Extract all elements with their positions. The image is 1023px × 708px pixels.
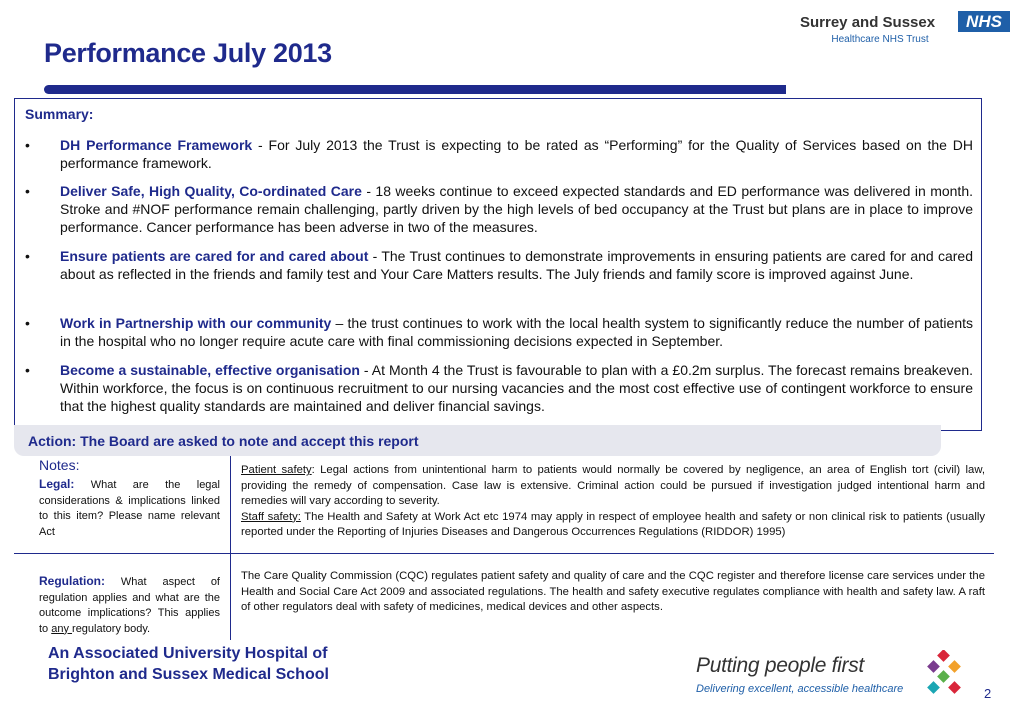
regulation-text: What aspect of regulation applies and what are the outcome implications? This applies to (39, 576, 220, 635)
footer-affiliation (48, 643, 329, 685)
notes-divider-vertical (230, 456, 231, 640)
staff-safety-text: The Health and Safety at Work Act etc 1974 may apply in respect of employee health and safety or non clinical risk to patients (usually reported under the Reporting of Injuries Diseases and Dangerous Occurrences Regulations (RIDDOR) 1995) (241, 510, 985, 538)
legal-note (39, 477, 220, 540)
diamond-red-2 (948, 681, 961, 694)
bullet-icon: • (25, 137, 30, 153)
bullet-icon: • (25, 315, 30, 331)
bullet-text: - For July 2013 the Trust is expecting to be rated as “Performing” for the Quality of Services based on the DH performance framework. (60, 137, 973, 171)
patient-safety-text: : Legal actions from unintentional harm to patients would normally be covered by negligence, an area of English tort (civil) law, providing the remedy of compensation. Case law is extensive. Criminal action could be pursued if investigation judged intentional harm and remedies will vary according to severity. (241, 464, 985, 507)
bullet-icon: • (25, 248, 30, 264)
regulation-text-end: regulatory body. (72, 622, 151, 635)
action-text: Action: The Board are asked to note and accept this report (28, 433, 419, 449)
title-underline-bar (44, 85, 786, 94)
summary-bullet (25, 314, 973, 350)
trust-subtitle: Healthcare NHS Trust (831, 34, 929, 45)
diamond-orange (948, 660, 961, 673)
legal-label: Legal: (39, 477, 75, 491)
regulation-note (39, 574, 220, 637)
page-number: 2 (984, 686, 992, 701)
summary-bullet (25, 182, 973, 236)
bullet-icon: • (25, 362, 30, 378)
ppf-logo-subtitle: Delivering excellent, accessible healthcare (696, 683, 904, 695)
bullet-text: – the trust continues to work with the local health system to significantly reduce the number of patients in the hospital who no longer require acute care with final commissioning decisions expected in September. (60, 315, 973, 349)
diamond-red (937, 650, 950, 662)
ppf-logo-title: Putting people first (696, 654, 864, 677)
bullet-icon: • (25, 183, 30, 199)
summary-heading: Summary: (25, 106, 94, 122)
notes-divider-horizontal (14, 553, 994, 554)
diamond-teal (927, 681, 940, 694)
bullet-title: Become a sustainable, effective organisation (60, 362, 360, 378)
regulation-label: Regulation: (39, 574, 105, 588)
summary-bullet (25, 136, 973, 172)
bullet-text: - 18 weeks continue to exceed expected standards and ED performance was delivered in month. Stroke and #NOF performance remain challenging, partly driven by the high levels of bed occupancy at the Trust but plans are in place to improve performance. Cancer performance has been adverse in two of the measures. (60, 183, 973, 235)
staff-safety-label: Staff safety: (241, 510, 301, 523)
bullet-title: Deliver Safe, High Quality, Co-ordinated Care (60, 183, 362, 199)
bullet-text: - The Trust continues to demonstrate improvements in ensuring patients are cared for and cared about as reflected in the friends and family test and Your Care Matters results. The July friends and family score is improved against June. (60, 248, 973, 282)
diamond-green (937, 670, 950, 683)
patient-safety-label: Patient safety (241, 464, 312, 476)
summary-bullet (25, 247, 973, 283)
bullet-title: Ensure patients are cared for and cared about (60, 248, 369, 264)
trust-name: Surrey and Sussex (800, 14, 936, 31)
trust-logo (800, 14, 960, 45)
summary-bullet (25, 361, 973, 415)
bullet-text: - At Month 4 the Trust is favourable to plan with a £0.2m surplus. The forecast remains breakeven. Within workforce, the focus is on continuous recruitment to our nursing vacancies and the most cost effective use of contingent workforce to ensure that the highest quality standards are maintained and deliver financial savings. (60, 362, 973, 414)
bullet-title: Work in Partnership with our community (60, 315, 332, 331)
footer-line-1: An Associated University Hospital of (48, 645, 328, 662)
bullet-title: DH Performance Framework (60, 137, 253, 153)
page-title: Performance July 2013 (44, 38, 332, 68)
regulation-any: any (51, 622, 73, 635)
footer-line-2: Brighton and Sussex Medical School (48, 666, 329, 683)
notes-label: Notes: (39, 457, 80, 473)
legal-detail (241, 463, 985, 541)
regulation-detail: The Care Quality Commission (CQC) regulates patient safety and quality of care and the CQC register and therefore license care services under the Health and Social Care Act 2009 and associated regulations. The health and safety executive regulates compliance with health and safety law. A raft of other regulators deal with safety of medicines, medical devices and other aspects. (241, 570, 985, 613)
diamond-purple (927, 660, 940, 673)
ppf-diamonds-icon (926, 650, 972, 702)
legal-text: What are the legal considerations & implications linked to this item? Please name relevant Act (39, 479, 220, 538)
nhs-logo-badge: NHS (958, 11, 1010, 32)
